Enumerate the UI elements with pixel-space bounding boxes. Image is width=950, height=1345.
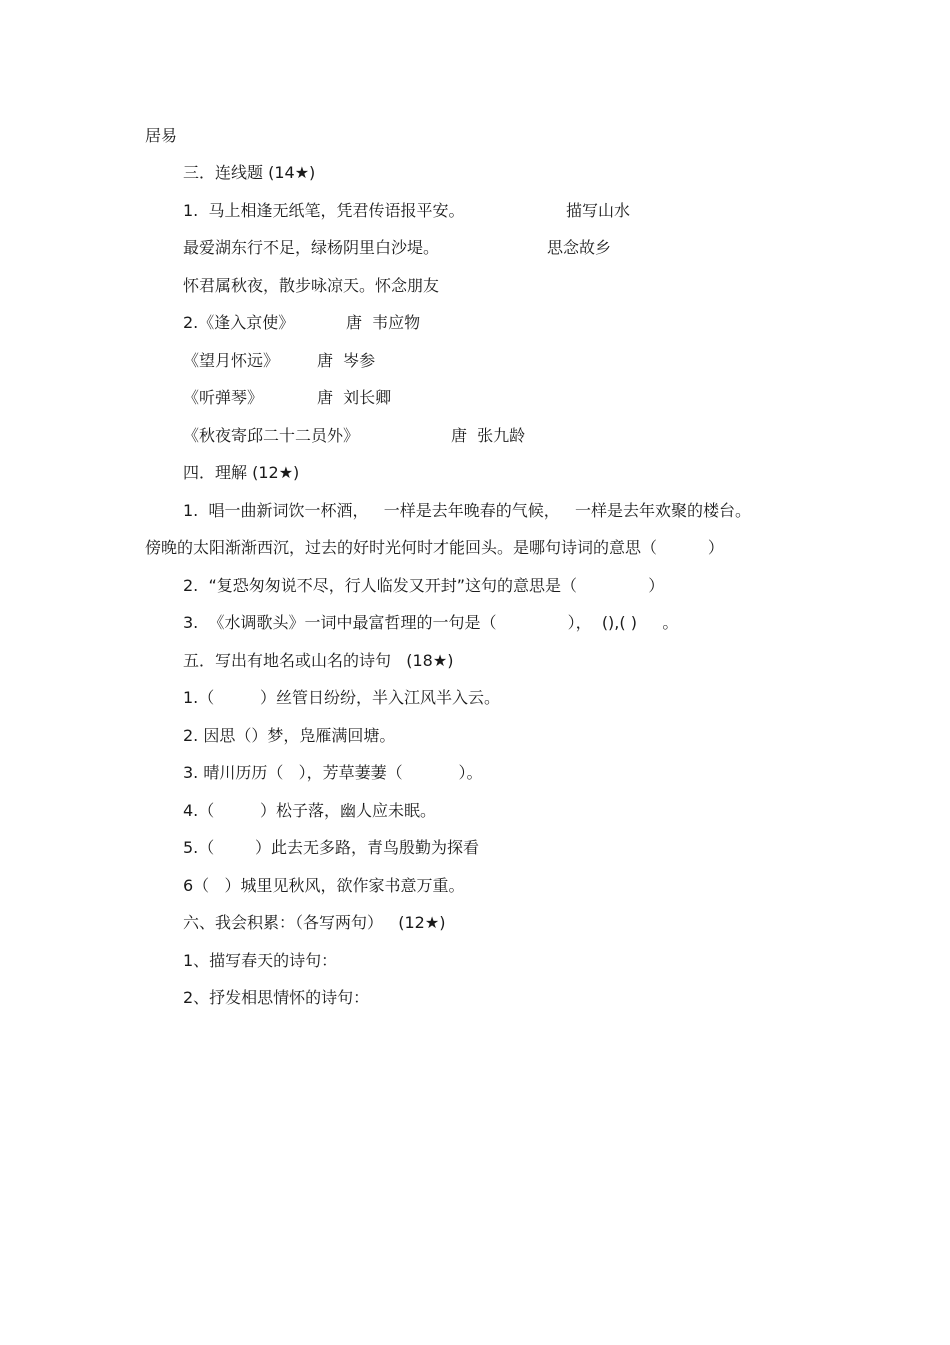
question-text: 5.（ ）此去无多路，青鸟殷勤为探看 <box>183 838 479 857</box>
question-text: 6（ ）城里见秋风，欲作家书意万重。 <box>183 876 465 895</box>
section-heading-3: 三．连线题 (14★) <box>183 163 316 182</box>
match-author: 唐 韦应物 <box>346 313 421 332</box>
question-text: 4.（ ）松子落，幽人应未眠。 <box>183 801 437 820</box>
question-text: 1.（ ）丝管日纷纷，半入江风半入云。 <box>183 688 501 707</box>
section-heading-4: 四．理解 (12★) <box>183 463 300 482</box>
question-text: 1、描写春天的诗句： <box>183 951 338 970</box>
question-text: 3. 《水调歌头》一词中最富哲理的一句是（ ）， (),( ) 。 <box>183 613 679 632</box>
text-line: 居易 <box>145 126 178 145</box>
match-author: 唐 张九龄 <box>451 426 526 445</box>
question-text: 2. “复恐匆匆说不尽，行人临发又开封”这句的意思是（ ） <box>183 576 665 595</box>
question-text: 傍晚的太阳渐渐西沉，过去的好时光何时才能回头。是哪句诗词的意思（ ） <box>145 538 724 557</box>
match-item: 怀君属秋夜，散步咏凉天。怀念朋友 <box>183 276 440 295</box>
match-option: 描写山水 <box>566 201 631 220</box>
match-author: 唐 岑参 <box>317 351 376 370</box>
section-heading-6: 六、我会积累：（各写两句） (12★) <box>183 913 446 932</box>
question-text: 1. 唱一曲新词饮一杯酒， 一样是去年晚春的气候， 一样是去年欢聚的楼台。 <box>183 501 751 520</box>
match-title: 《望月怀远》 <box>183 351 280 370</box>
question-text: 2. 因思（）梦，凫雁满回塘。 <box>183 726 396 745</box>
match-title: 2.《逢入京使》 <box>183 313 295 332</box>
match-title: 《秋夜寄邱二十二员外》 <box>183 426 360 445</box>
question-text: 3. 晴川历历（ ），芳草萋萋（ ）。 <box>183 763 483 782</box>
section-heading-5: 五．写出有地名或山名的诗句 (18★) <box>183 651 454 670</box>
match-author: 唐 刘长卿 <box>317 388 392 407</box>
match-title: 《听弹琴》 <box>183 388 264 407</box>
match-option: 思念故乡 <box>547 238 612 257</box>
match-item: 最爱湖东行不足，绿杨阴里白沙堤。 <box>183 238 440 257</box>
question-text: 2、抒发相思情怀的诗句： <box>183 988 370 1007</box>
match-item: 1. 马上相逢无纸笔，凭君传语报平安。 <box>183 201 465 220</box>
